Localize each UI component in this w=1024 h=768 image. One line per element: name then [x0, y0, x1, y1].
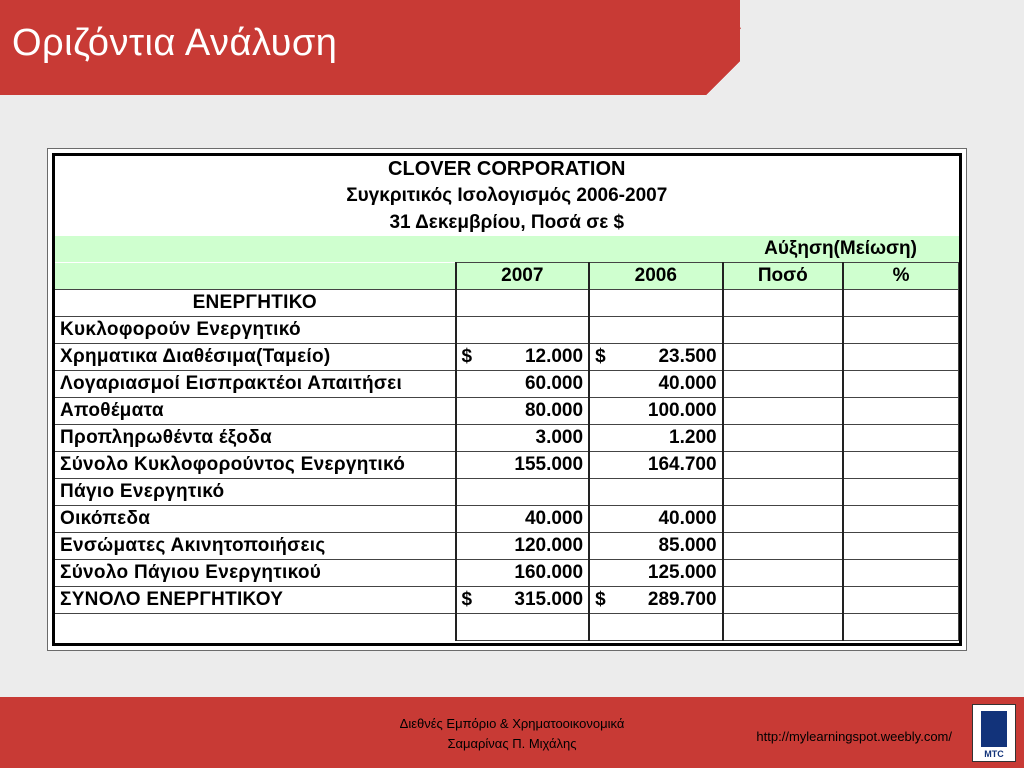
cell-2006	[589, 533, 723, 560]
col-header-2006: 2006	[589, 263, 723, 290]
cell-2006	[589, 587, 723, 614]
cell-amount	[723, 533, 843, 560]
cell-amount	[723, 560, 843, 587]
cell-2007	[456, 614, 590, 641]
cell-2007-value: 60.000	[524, 373, 584, 395]
row-label: ΣΥΝΟΛΟ ΕΝΕΡΓΗΤΙΚΟΥ	[55, 587, 456, 614]
footer-author: Σαμαρίνας Π. Μιχάλης	[447, 736, 577, 751]
statement-subtitle: Συγκριτικός Ισολογισμός 2006-2007	[346, 185, 668, 207]
cell-2007-value: 160.000	[514, 562, 584, 584]
cell-2006-value: 85.000	[658, 535, 717, 557]
cell-2007-value: 40.000	[524, 508, 584, 530]
cell-2007-value: 315.000	[514, 589, 584, 611]
footer-course: Διεθνές Εμπόριο & Χρηματοοικονομικά	[399, 716, 625, 731]
cell-amount	[723, 479, 843, 506]
statue-icon	[981, 711, 1007, 747]
currency-symbol: $	[595, 589, 606, 611]
company-name: CLOVER CORPORATION	[388, 158, 626, 181]
cell-amount	[723, 614, 843, 641]
cell-2007	[456, 425, 590, 452]
cell-2006	[589, 290, 723, 317]
cell-percent	[843, 290, 958, 317]
cell-2006-value: 1.200	[669, 427, 717, 449]
cell-2007	[456, 371, 590, 398]
cell-2006	[589, 560, 723, 587]
table-row	[55, 371, 959, 398]
cell-2007	[456, 452, 590, 479]
row-label: Ενσώματες Ακινητοποιήσεις	[55, 533, 456, 560]
cell-percent	[843, 317, 958, 344]
cell-2006-value: 125.000	[647, 562, 717, 584]
header-row-columns	[55, 263, 959, 290]
cell-percent	[843, 614, 958, 641]
cell-percent	[843, 587, 958, 614]
cell-percent	[843, 506, 958, 533]
row-label: Σύνολο Πάγιου Ενεργητικού	[55, 560, 456, 587]
cell-2007	[456, 344, 590, 371]
header-row-subtitle	[55, 183, 959, 210]
cell-2007	[456, 506, 590, 533]
cell-percent	[843, 425, 958, 452]
logo	[972, 704, 1016, 762]
table-row	[55, 317, 959, 344]
cell-percent	[843, 452, 958, 479]
header-row-change	[55, 236, 959, 263]
header-row-date	[55, 209, 959, 236]
cell-2007-value: 3.000	[535, 427, 584, 449]
cell-amount	[723, 371, 843, 398]
cell-amount	[723, 398, 843, 425]
cell-amount	[723, 290, 843, 317]
cell-2007	[456, 479, 590, 506]
currency-symbol: $	[595, 346, 606, 368]
cell-2007	[456, 290, 590, 317]
row-label: Λογαριασμοί Εισπρακτέοι Απαιτήσει	[55, 371, 456, 398]
cell-percent	[843, 344, 958, 371]
cell-amount	[723, 425, 843, 452]
cell-amount	[723, 452, 843, 479]
row-label: Σύνολο Κυκλοφορούντος Ενεργητικό	[55, 452, 456, 479]
cell-2006-value: 23.500	[658, 346, 717, 368]
cell-2006-value: 164.700	[647, 454, 717, 476]
cell-2007	[456, 533, 590, 560]
cell-2006	[589, 425, 723, 452]
cell-2006-value: 40.000	[658, 508, 717, 530]
table-row	[55, 290, 959, 317]
cell-2007-value: 155.000	[514, 454, 584, 476]
balance-sheet	[52, 153, 962, 646]
change-header: Αύξηση(Μείωση)	[723, 236, 959, 263]
cell-percent	[843, 479, 958, 506]
table-row	[55, 398, 959, 425]
cell-2006-value: 289.700	[647, 589, 717, 611]
currency-symbol: $	[461, 346, 473, 368]
cell-2007	[456, 317, 590, 344]
table-row	[55, 425, 959, 452]
row-label: Χρηματικα Διαθέσιμα(Ταμείο)	[55, 344, 456, 371]
cell-2006-value: 40.000	[658, 373, 717, 395]
cell-2007-value: 12.000	[524, 346, 584, 368]
cell-amount	[723, 317, 843, 344]
header-row-company	[55, 156, 959, 183]
balance-sheet-table	[55, 156, 959, 641]
cell-2007	[456, 560, 590, 587]
cell-percent	[843, 533, 958, 560]
cell-2006-value: 100.000	[647, 400, 717, 422]
row-label: Πάγιο Ενεργητικό	[55, 479, 456, 506]
row-label: Αποθέματα	[55, 398, 456, 425]
slide-title: Οριζόντια Ανάλυση	[12, 22, 338, 64]
col-header-2007: 2007	[456, 263, 590, 290]
table-row	[55, 452, 959, 479]
row-label: Κυκλοφορούν Ενεργητικό	[55, 317, 456, 344]
logo-text: ΜΤC	[984, 749, 1004, 759]
col-header-amount: Ποσό	[723, 263, 843, 290]
row-label: Προπληρωθέντα έξοδα	[55, 425, 456, 452]
table-row	[55, 587, 959, 614]
cell-2007	[456, 398, 590, 425]
table-row	[55, 560, 959, 587]
cell-percent	[843, 398, 958, 425]
cell-2006	[589, 479, 723, 506]
cell-amount	[723, 587, 843, 614]
footer-url[interactable]: http://mylearningspot.weebly.com/	[756, 729, 952, 744]
cell-2006	[589, 452, 723, 479]
currency-symbol: $	[461, 589, 473, 611]
row-label: Οικόπεδα	[55, 506, 456, 533]
cell-2007	[456, 587, 590, 614]
col-header-percent: %	[843, 263, 958, 290]
cell-2007-value: 120.000	[514, 535, 584, 557]
cell-amount	[723, 344, 843, 371]
cell-2007-value: 80.000	[524, 400, 584, 422]
statement-date-line: 31 Δεκεμβρίου, Ποσά σε $	[389, 211, 625, 233]
cell-2006	[589, 344, 723, 371]
cell-amount	[723, 506, 843, 533]
table-row	[55, 344, 959, 371]
row-label: ΕΝΕΡΓΗΤΙΚΟ	[55, 290, 456, 317]
table-row	[55, 614, 959, 641]
title-banner	[0, 0, 740, 95]
cell-percent	[843, 560, 958, 587]
row-label	[55, 614, 456, 641]
cell-2006	[589, 398, 723, 425]
cell-2006	[589, 506, 723, 533]
balance-sheet-frame	[47, 148, 967, 651]
cell-2006	[589, 614, 723, 641]
table-row	[55, 533, 959, 560]
table-row	[55, 506, 959, 533]
cell-percent	[843, 371, 958, 398]
cell-2006	[589, 317, 723, 344]
cell-2006	[589, 371, 723, 398]
table-row	[55, 479, 959, 506]
